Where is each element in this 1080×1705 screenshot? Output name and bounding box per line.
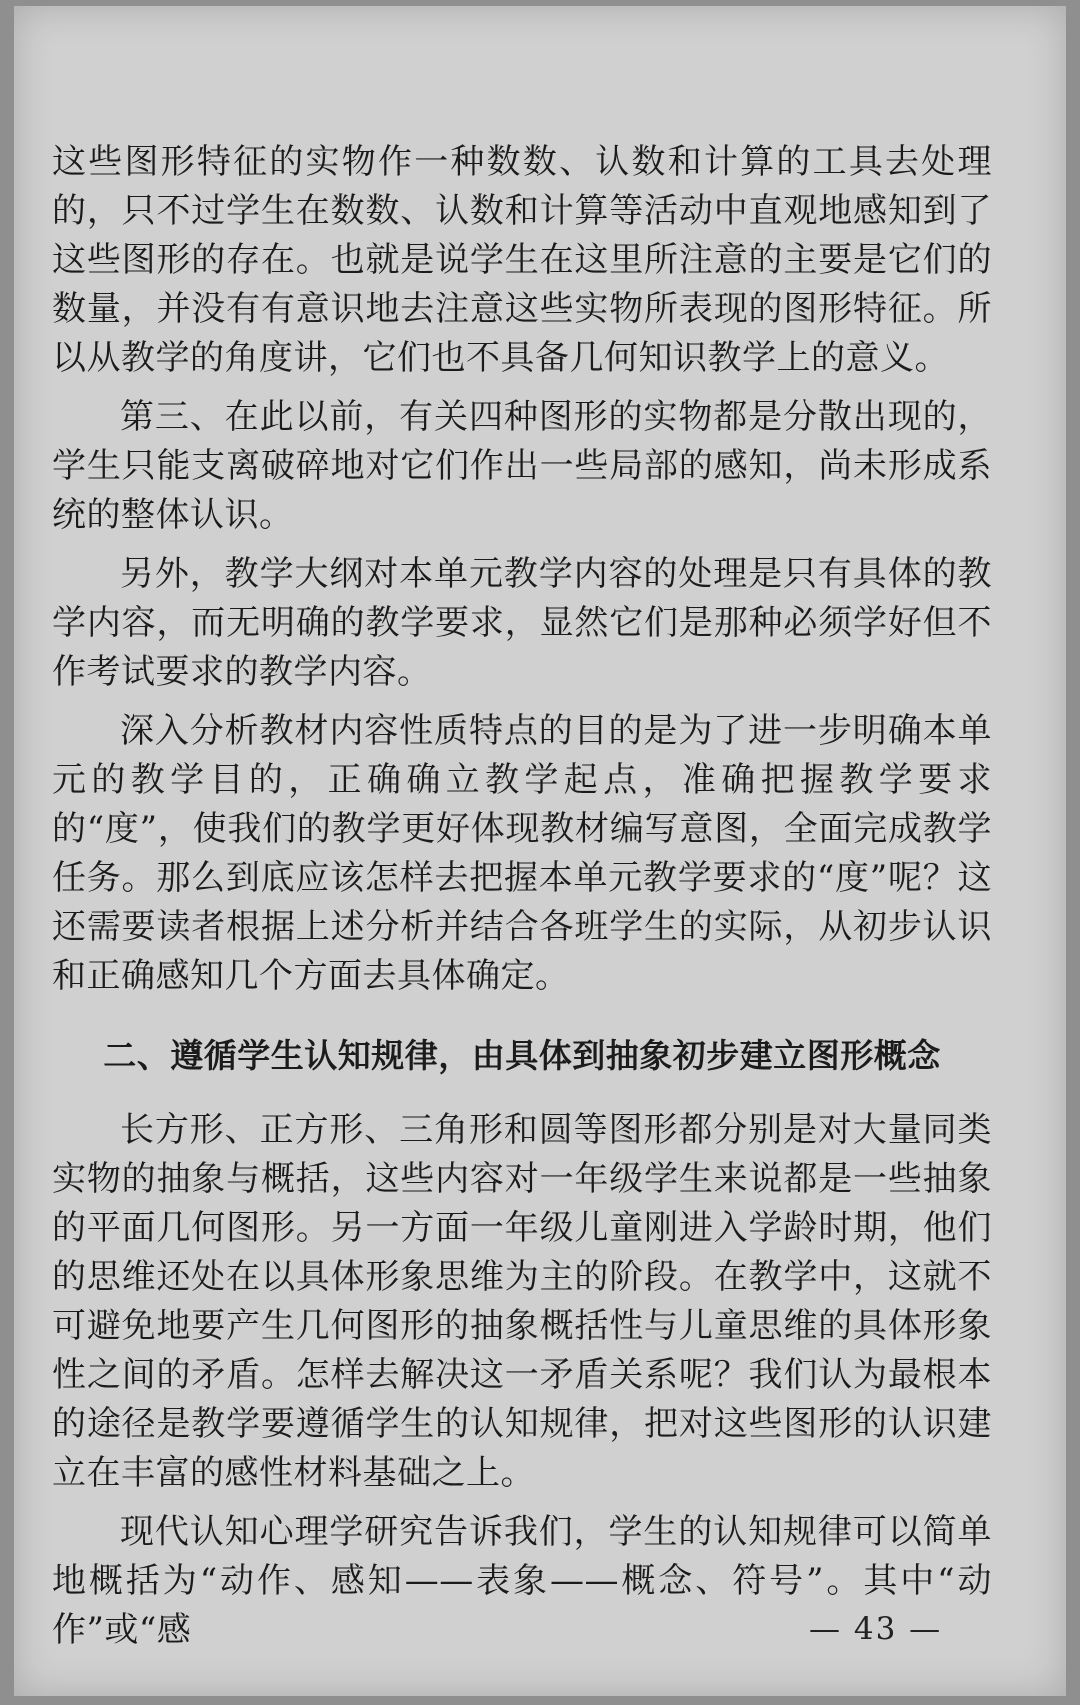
paragraph: 另外，教学大纲对本单元教学内容的处理是只有具体的教学内容，而无明确的教学要求，显然它们是那种必须学好但不作考试要求的教学内容。 bbox=[52, 554, 992, 692]
section-heading: 二、遵循学生认知规律，由具体到抽象初步建立图形概念 bbox=[103, 1036, 941, 1075]
book-page bbox=[14, 6, 1066, 1696]
body-text bbox=[52, 138, 992, 1655]
page-number: — 43 — bbox=[809, 1611, 943, 1647]
paragraph: 深入分析教材内容性质特点的目的是为了进一步明确本单元的教学目的，正确确立教学起点，准确把握教学要求的“度”，使我们的教学更好体现教材编写意图，全面完成教学任务。那么到底应该怎样去把握本单元教学要求的“度”呢？这还需要读者根据上述分析并结合各班学生的实际，从初步认识和正确感知几个方面去具体确定。 bbox=[52, 711, 992, 996]
paragraph: 现代认知心理学研究告诉我们，学生的认知规律可以简单地概括为“动作、感知——表象——概念、符号”。其中“动作”或“感 bbox=[52, 1512, 992, 1650]
paragraph: 第三、在此以前，有关四种图形的实物都是分散出现的，学生只能支离破碎地对它们作出一些局部的感知，尚未形成系统的整体认识。 bbox=[52, 397, 992, 535]
paragraph: 长方形、正方形、三角形和圆等图形都分别是对大量同类实物的抽象与概括，这些内容对一年级学生来说都是一些抽象的平面几何图形。另一方面一年级儿童刚进入学龄时期，他们的思维还处在以具体形象思维为主的阶段。在教学中，这就不可避免地要产生几何图形的抽象概括性与儿童思维的具体形象性之间的矛盾。怎样去解决这一矛盾关系呢？我们认为最根本的途径是教学要遵循学生的认知规律，把对这些图形的认识建立在丰富的感性材料基础之上。 bbox=[52, 1110, 992, 1493]
paragraph: 这些图形特征的实物作一种数数、认数和计算的工具去处理的，只不过学生在数数、认数和计算等活动中直观地感知到了这些图形的存在。也就是说学生在这里所注意的主要是它们的数量，并没有有意识地去注意这些实物所表现的图形特征。所以从教学的角度讲，它们也不具备几何知识教学上的意义。 bbox=[52, 142, 992, 378]
